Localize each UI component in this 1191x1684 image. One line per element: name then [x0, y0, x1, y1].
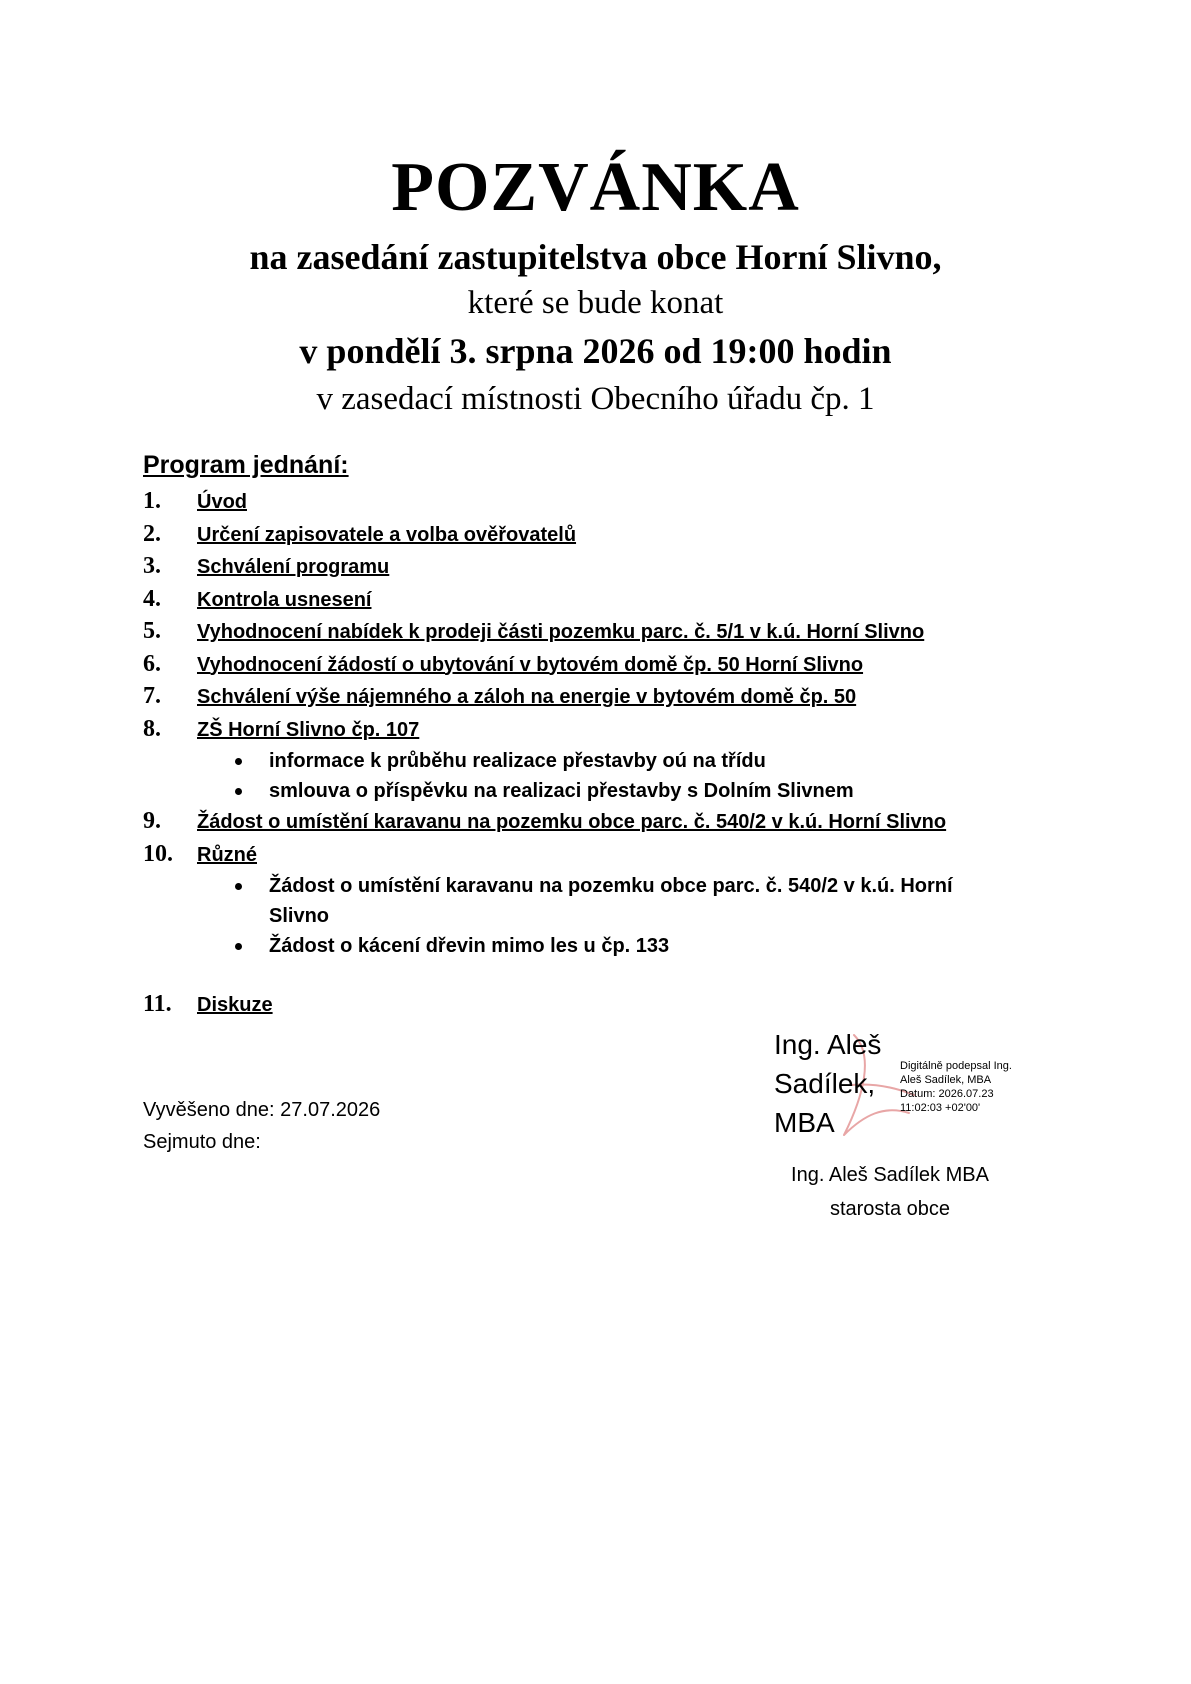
agenda-item-number: 3.: [143, 553, 161, 579]
agenda-subitem-text: Žádost o kácení dřevin mimo les u čp. 133: [269, 935, 670, 957]
agenda-item-text: ZŠ Horní Slivno čp. 107: [197, 718, 420, 741]
agenda-item-text: Schválení výše nájemného a záloh na energie v bytovém domě čp. 50: [197, 686, 857, 708]
agenda-item: [143, 551, 1043, 584]
agenda-item-number: 1.: [143, 488, 161, 514]
agenda-item-text: Diskuze: [197, 994, 273, 1016]
agenda-subitem: [143, 871, 1043, 931]
agenda-item: [143, 584, 1043, 617]
signer-name: [774, 1025, 881, 1142]
signature-detail: Digitálně podepsal Ing.: [900, 1060, 1012, 1072]
signer-name-line: Ing. Aleš: [774, 1029, 882, 1060]
posting-info: [143, 1094, 380, 1158]
meeting-date: v pondělí 3. srpna 2026 od 19:00 hodin: [299, 331, 892, 371]
agenda-subitem-text: smlouva o příspěvku na realizaci přestavby s Dolním Slivnem: [269, 780, 854, 802]
agenda-item-number: 7.: [143, 683, 161, 709]
agenda-subitem-text: Žádost o umístění karavanu na pozemku obce parc. č. 540/2 v k.ú. Horní Slivno: [269, 875, 953, 927]
meeting-intro: které se bude konat: [467, 285, 724, 321]
agenda-item: [143, 989, 1043, 1022]
agenda-item-number: 11.: [143, 991, 172, 1017]
signature-detail: Aleš Sadílek, MBA: [900, 1074, 992, 1086]
agenda-item-number: 5.: [143, 618, 161, 644]
agenda-item: [143, 616, 1043, 649]
agenda-list: [143, 486, 1043, 1022]
agenda-item-text: Vyhodnocení žádostí o ubytování v bytovém domě čp. 50 Horní Slivno: [197, 653, 864, 676]
agenda-item-text: Vyhodnocení nabídek k prodeji části pozemku parc. č. 5/1 v k.ú. Horní Slivno: [197, 621, 925, 643]
signer-name-line: MBA: [774, 1107, 835, 1138]
agenda-item-text: Schválení programu: [197, 556, 390, 578]
agenda-item: [143, 486, 1043, 519]
signer-name-line: Sadílek,: [774, 1068, 876, 1099]
meeting-subtitle: na zasedání zastupitelstva obce Horní Slivno,: [249, 237, 942, 277]
removed-label: Sejmuto dne:: [143, 1131, 261, 1153]
bullet-icon: [235, 943, 242, 950]
agenda-item-number: 2.: [143, 520, 161, 547]
agenda-item: [143, 649, 1043, 682]
agenda-item-text: Úvod: [197, 491, 247, 513]
signature-detail: 11:02:03 +02'00': [900, 1102, 981, 1114]
agenda-item: [143, 519, 1043, 552]
signature-detail: Datum: 2026.07.23: [900, 1088, 994, 1100]
agenda-subitem: [143, 931, 1043, 961]
agenda-item: [143, 806, 1043, 839]
digital-signature: [774, 1025, 1044, 1145]
agenda-item-text: Žádost o umístění karavanu na pozemku obce parc. č. 540/2 v k.ú. Horní Slivno: [197, 811, 947, 833]
signature-details: [900, 1059, 1012, 1115]
spacer: [143, 961, 1043, 989]
document-title: POZVÁNKA: [391, 149, 800, 226]
agenda-item: [143, 714, 1043, 747]
agenda-item-number: 10.: [143, 840, 173, 867]
agenda-item-number: 4.: [143, 585, 161, 612]
agenda-subitem-text: informace k průběhu realizace přestavby oú na třídu: [269, 750, 766, 772]
signatory: [770, 1158, 1010, 1226]
posted-label: Vyvěšeno dne:: [143, 1099, 275, 1121]
agenda-item-number: 6.: [143, 650, 161, 677]
agenda-subitem: [143, 776, 1043, 806]
bullet-icon: [235, 758, 242, 765]
agenda-item: [143, 839, 1043, 872]
meeting-location: v zasedací místnosti Obecního úřadu čp. 1: [316, 381, 875, 417]
bullet-icon: [235, 788, 242, 795]
posted-date: 27.07.2026: [280, 1099, 381, 1121]
agenda-subitem: [143, 746, 1043, 776]
agenda-item: [143, 681, 1043, 714]
program-heading: Program jednání:: [143, 451, 349, 479]
agenda-item-text: Kontrola usnesení: [197, 588, 372, 611]
signatory-role: starosta obce: [829, 1198, 951, 1220]
agenda-item-text: Určení zapisovatele a volba ověřovatelů: [197, 523, 577, 546]
agenda-item-number: 9.: [143, 808, 161, 834]
signatory-name: Ing. Aleš Sadílek MBA: [791, 1164, 989, 1186]
agenda-item-number: 8.: [143, 715, 161, 742]
bullet-icon: [235, 883, 242, 890]
posted-line: [143, 1094, 380, 1126]
agenda-item-text: Různé: [197, 843, 257, 866]
